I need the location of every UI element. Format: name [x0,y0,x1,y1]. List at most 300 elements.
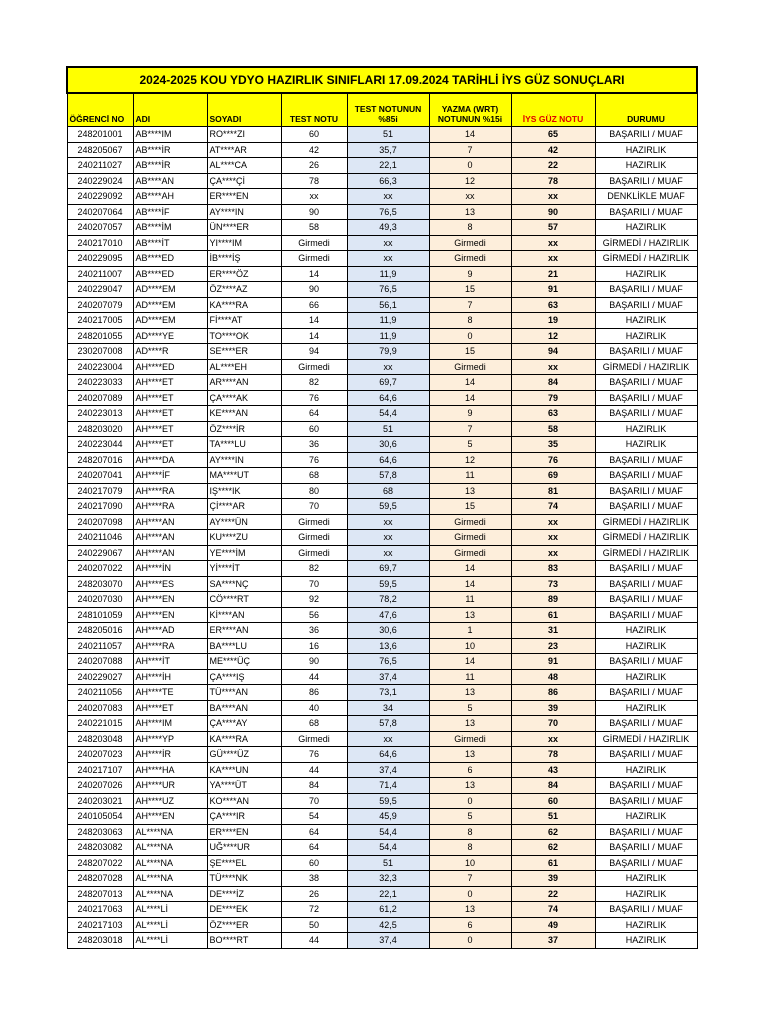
test-85pct-cell: 69,7 [347,375,429,391]
test-score-cell: 90 [281,282,347,298]
last-name-cell: DE****EK [207,902,281,918]
iys-score-cell: 21 [511,266,595,282]
last-name-cell: ÜN****ER [207,220,281,236]
student-no-cell: 240207079 [67,297,133,313]
first-name-cell: AB****AN [133,173,207,189]
test-85pct-cell: 64,6 [347,747,429,763]
test-score-cell: 60 [281,421,347,437]
last-name-cell: YA****ÜT [207,778,281,794]
writing-15pct-cell: 14 [429,390,511,406]
status-cell: BAŞARILI / MUAF [595,499,697,515]
table-row [67,390,697,406]
table-row [67,127,697,143]
status-cell: BAŞARILI / MUAF [595,685,697,701]
student-no-cell: 240207088 [67,654,133,670]
table-row [67,561,697,577]
student-no-cell: 240207030 [67,592,133,608]
first-name-cell: AH****YP [133,731,207,747]
test-score-cell: Girmedi [281,235,347,251]
test-score-cell: 64 [281,406,347,422]
test-score-cell: 82 [281,561,347,577]
table-row [67,917,697,933]
table-row [67,421,697,437]
student-no-cell: 240207089 [67,390,133,406]
status-cell: BAŞARILI / MUAF [595,576,697,592]
status-cell: BAŞARILI / MUAF [595,561,697,577]
table-row [67,235,697,251]
iys-score-cell: 76 [511,452,595,468]
test-85pct-cell: 78,2 [347,592,429,608]
last-name-cell: AL****CA [207,158,281,174]
first-name-cell: AH****ET [133,390,207,406]
test-85pct-cell: 22,1 [347,158,429,174]
last-name-cell: IŞ****IK [207,483,281,499]
header-row [67,93,697,127]
writing-15pct-cell: 7 [429,297,511,313]
writing-15pct-cell: 13 [429,747,511,763]
table-row [67,731,697,747]
writing-15pct-cell: 8 [429,220,511,236]
first-name-cell: AH****ES [133,576,207,592]
status-cell: HAZIRLIK [595,933,697,949]
test-85pct-cell: 76,5 [347,204,429,220]
last-name-cell: ER****EN [207,824,281,840]
test-score-cell: 60 [281,127,347,143]
iys-score-cell: 94 [511,344,595,360]
test-score-cell: 44 [281,762,347,778]
status-cell: DENKLİKLE MUAF [595,189,697,205]
test-85pct-cell: 73,1 [347,685,429,701]
first-name-cell: AL****Lİ [133,902,207,918]
writing-15pct-cell: 6 [429,917,511,933]
test-85pct-cell: 57,8 [347,468,429,484]
writing-15pct-cell: 11 [429,669,511,685]
test-85pct-cell: 51 [347,127,429,143]
first-name-cell: AL****Lİ [133,933,207,949]
table-row [67,700,697,716]
status-cell: BAŞARILI / MUAF [595,607,697,623]
first-name-cell: AH****UZ [133,793,207,809]
student-no-cell: 240229024 [67,173,133,189]
student-no-cell: 240229067 [67,545,133,561]
status-cell: BAŞARILI / MUAF [595,592,697,608]
header-status: DURUMU [595,93,697,127]
writing-15pct-cell: 8 [429,840,511,856]
test-85pct-cell: 76,5 [347,282,429,298]
test-85pct-cell: 54,4 [347,840,429,856]
table-row [67,266,697,282]
table-row [67,545,697,561]
writing-15pct-cell: 14 [429,576,511,592]
last-name-cell: ŞE****EL [207,855,281,871]
test-score-cell: 90 [281,204,347,220]
writing-15pct-cell: 13 [429,204,511,220]
first-name-cell: AH****RA [133,499,207,515]
first-name-cell: AH****ET [133,700,207,716]
test-score-cell: 90 [281,654,347,670]
writing-15pct-cell: 8 [429,824,511,840]
iys-score-cell: xx [511,235,595,251]
student-no-cell: 248207016 [67,452,133,468]
student-no-cell: 240207057 [67,220,133,236]
last-name-cell: AL****EH [207,359,281,375]
test-85pct-cell: 11,9 [347,313,429,329]
test-85pct-cell: 47,6 [347,607,429,623]
writing-15pct-cell: Girmedi [429,545,511,561]
last-name-cell: Yİ****İT [207,561,281,577]
last-name-cell: TÜ****AN [207,685,281,701]
last-name-cell: ÇA****AK [207,390,281,406]
first-name-cell: AD****R [133,344,207,360]
last-name-cell: ÇA****IŞ [207,669,281,685]
status-cell: HAZIRLIK [595,917,697,933]
iys-score-cell: 43 [511,762,595,778]
header-writing-15pct-line1: YAZMA (WRT) [441,104,499,114]
results-table [66,66,698,949]
student-no-cell: 240217010 [67,235,133,251]
iys-score-cell: 79 [511,390,595,406]
first-name-cell: AB****IM [133,127,207,143]
first-name-cell: AL****NA [133,824,207,840]
status-cell: BAŞARILI / MUAF [595,840,697,856]
first-name-cell: AH****İN [133,561,207,577]
writing-15pct-cell: 13 [429,778,511,794]
table-row [67,778,697,794]
iys-score-cell: 19 [511,313,595,329]
table-row [67,483,697,499]
test-score-cell: 26 [281,886,347,902]
test-85pct-cell: 64,6 [347,452,429,468]
first-name-cell: AH****AN [133,530,207,546]
student-no-cell: 240211027 [67,158,133,174]
last-name-cell: SE****ER [207,344,281,360]
first-name-cell: AD****EM [133,282,207,298]
test-85pct-cell: 32,3 [347,871,429,887]
iys-score-cell: 70 [511,716,595,732]
first-name-cell: AH****RA [133,638,207,654]
iys-score-cell: 62 [511,824,595,840]
test-85pct-cell: 54,4 [347,824,429,840]
test-85pct-cell: 11,9 [347,328,429,344]
iys-score-cell: 60 [511,793,595,809]
first-name-cell: AH****ET [133,375,207,391]
iys-score-cell: xx [511,545,595,561]
table-row [67,871,697,887]
table-row [67,762,697,778]
first-name-cell: AH****ET [133,406,207,422]
iys-score-cell: 91 [511,282,595,298]
student-no-cell: 248203070 [67,576,133,592]
writing-15pct-cell: 12 [429,173,511,189]
iys-score-cell: 62 [511,840,595,856]
test-score-cell: 44 [281,669,347,685]
header-test-85pct-line1: TEST NOTUNUN [354,104,422,114]
test-85pct-cell: 59,5 [347,576,429,592]
writing-15pct-cell: 7 [429,142,511,158]
first-name-cell: AB****İR [133,142,207,158]
iys-score-cell: xx [511,731,595,747]
last-name-cell: YI****IM [207,235,281,251]
writing-15pct-cell: xx [429,189,511,205]
last-name-cell: AY****IN [207,452,281,468]
test-85pct-cell: 13,6 [347,638,429,654]
test-85pct-cell: 76,5 [347,654,429,670]
iys-score-cell: 74 [511,902,595,918]
test-score-cell: 94 [281,344,347,360]
table-row [67,189,697,205]
test-score-cell: Girmedi [281,514,347,530]
writing-15pct-cell: 5 [429,809,511,825]
student-no-cell: 240223004 [67,359,133,375]
iys-score-cell: 89 [511,592,595,608]
table-row [67,855,697,871]
table-row [67,328,697,344]
iys-score-cell: 78 [511,747,595,763]
writing-15pct-cell: 1 [429,623,511,639]
test-85pct-cell: 37,4 [347,933,429,949]
writing-15pct-cell: 11 [429,592,511,608]
test-85pct-cell: 61,2 [347,902,429,918]
first-name-cell: AB****İT [133,235,207,251]
writing-15pct-cell: 0 [429,328,511,344]
last-name-cell: KU****ZU [207,530,281,546]
writing-15pct-cell: Girmedi [429,251,511,267]
header-test-score: TEST NOTU [281,93,347,127]
status-cell: GİRMEDİ / HAZIRLIK [595,545,697,561]
last-name-cell: AR****AN [207,375,281,391]
status-cell: HAZIRLIK [595,437,697,453]
test-score-cell: 84 [281,778,347,794]
iys-score-cell: 49 [511,917,595,933]
test-score-cell: 70 [281,576,347,592]
test-score-cell: 70 [281,793,347,809]
table-row [67,623,697,639]
student-no-cell: 240207083 [67,700,133,716]
status-cell: HAZIRLIK [595,142,697,158]
test-85pct-cell: 51 [347,421,429,437]
student-no-cell: 248207022 [67,855,133,871]
first-name-cell: AH****IM [133,716,207,732]
writing-15pct-cell: 13 [429,902,511,918]
iys-score-cell: 78 [511,173,595,189]
iys-score-cell: 63 [511,406,595,422]
last-name-cell: KA****UN [207,762,281,778]
status-cell: BAŞARILI / MUAF [595,173,697,189]
writing-15pct-cell: 9 [429,266,511,282]
test-85pct-cell: 59,5 [347,793,429,809]
test-score-cell: 40 [281,700,347,716]
writing-15pct-cell: 0 [429,933,511,949]
first-name-cell: AB****İR [133,158,207,174]
writing-15pct-cell: 13 [429,483,511,499]
first-name-cell: AB****İF [133,204,207,220]
test-85pct-cell: 34 [347,700,429,716]
writing-15pct-cell: 7 [429,421,511,437]
test-score-cell: Girmedi [281,359,347,375]
student-no-cell: 248201055 [67,328,133,344]
test-score-cell: xx [281,189,347,205]
writing-15pct-cell: 15 [429,344,511,360]
table-row [67,142,697,158]
student-no-cell: 240217090 [67,499,133,515]
table-row [67,359,697,375]
student-no-cell: 240207022 [67,561,133,577]
status-cell: BAŞARILI / MUAF [595,824,697,840]
writing-15pct-cell: 10 [429,638,511,654]
writing-15pct-cell: 14 [429,654,511,670]
student-no-cell: 240105054 [67,809,133,825]
table-row [67,468,697,484]
header-writing-15pct [429,93,511,127]
status-cell: BAŞARILI / MUAF [595,793,697,809]
status-cell: HAZIRLIK [595,623,697,639]
test-85pct-cell: 56,1 [347,297,429,313]
iys-score-cell: 90 [511,204,595,220]
header-iys-score: İYS GÜZ NOTU [511,93,595,127]
writing-15pct-cell: 14 [429,561,511,577]
iys-score-cell: 35 [511,437,595,453]
student-no-cell: 240217079 [67,483,133,499]
last-name-cell: ME****ÜÇ [207,654,281,670]
status-cell: GİRMEDİ / HAZIRLIK [595,251,697,267]
last-name-cell: BA****LU [207,638,281,654]
status-cell: HAZIRLIK [595,871,697,887]
table-row [67,452,697,468]
writing-15pct-cell: Girmedi [429,530,511,546]
test-score-cell: 78 [281,173,347,189]
test-score-cell: 70 [281,499,347,515]
test-score-cell: 14 [281,328,347,344]
test-score-cell: 50 [281,917,347,933]
first-name-cell: AH****UR [133,778,207,794]
status-cell: GİRMEDİ / HAZIRLIK [595,235,697,251]
last-name-cell: ER****AN [207,623,281,639]
status-cell: HAZIRLIK [595,421,697,437]
test-score-cell: Girmedi [281,251,347,267]
student-no-cell: 240207064 [67,204,133,220]
test-score-cell: 26 [281,158,347,174]
student-no-cell: 240217103 [67,917,133,933]
test-85pct-cell: 35,7 [347,142,429,158]
test-score-cell: 60 [281,855,347,871]
status-cell: BAŞARILI / MUAF [595,778,697,794]
test-85pct-cell: 57,8 [347,716,429,732]
student-no-cell: 248203048 [67,731,133,747]
student-no-cell: 240211007 [67,266,133,282]
status-cell: BAŞARILI / MUAF [595,483,697,499]
iys-score-cell: 63 [511,297,595,313]
student-no-cell: 248205067 [67,142,133,158]
last-name-cell: KO****AN [207,793,281,809]
last-name-cell: ÇA****Çİ [207,173,281,189]
status-cell: HAZIRLIK [595,762,697,778]
table-row [67,638,697,654]
student-no-cell: 240229027 [67,669,133,685]
first-name-cell: AH****HA [133,762,207,778]
test-score-cell: 82 [281,375,347,391]
last-name-cell: AY****ÜN [207,514,281,530]
writing-15pct-cell: 14 [429,127,511,143]
test-score-cell: Girmedi [281,530,347,546]
student-no-cell: 240223013 [67,406,133,422]
first-name-cell: AH****AD [133,623,207,639]
iys-score-cell: 69 [511,468,595,484]
status-cell: GİRMEDİ / HAZIRLIK [595,731,697,747]
test-85pct-cell: 49,3 [347,220,429,236]
writing-15pct-cell: Girmedi [429,235,511,251]
table-row [67,499,697,515]
writing-15pct-cell: 15 [429,282,511,298]
student-no-cell: 240229092 [67,189,133,205]
student-no-cell: 230207008 [67,344,133,360]
student-no-cell: 248205016 [67,623,133,639]
table-row [67,251,697,267]
table-row [67,437,697,453]
test-85pct-cell: 37,4 [347,669,429,685]
test-score-cell: 16 [281,638,347,654]
status-cell: BAŞARILI / MUAF [595,716,697,732]
last-name-cell: TO****OK [207,328,281,344]
first-name-cell: AH****İT [133,654,207,670]
status-cell: BAŞARILI / MUAF [595,747,697,763]
test-85pct-cell: 68 [347,483,429,499]
first-name-cell: AH****İH [133,669,207,685]
writing-15pct-cell: 0 [429,886,511,902]
last-name-cell: AT****AR [207,142,281,158]
first-name-cell: AD****YE [133,328,207,344]
last-name-cell: ÖZ****ER [207,917,281,933]
table-row [67,514,697,530]
writing-15pct-cell: Girmedi [429,359,511,375]
writing-15pct-cell: 10 [429,855,511,871]
status-cell: HAZIRLIK [595,266,697,282]
test-85pct-cell: 64,6 [347,390,429,406]
last-name-cell: KA****RA [207,297,281,313]
sheet-title: 2024-2025 KOU YDYO HAZIRLIK SINIFLARI 17.09.2024 TARİHLİ İYS GÜZ SONUÇLARI [67,67,697,93]
test-score-cell: 68 [281,716,347,732]
writing-15pct-cell: 9 [429,406,511,422]
student-no-cell: 240223044 [67,437,133,453]
status-cell: HAZIRLIK [595,220,697,236]
test-score-cell: Girmedi [281,545,347,561]
writing-15pct-cell: 6 [429,762,511,778]
status-cell: HAZIRLIK [595,328,697,344]
status-cell: BAŞARILI / MUAF [595,375,697,391]
table-row [67,220,697,236]
test-score-cell: 14 [281,266,347,282]
writing-15pct-cell: 12 [429,452,511,468]
student-no-cell: 240217107 [67,762,133,778]
iys-score-cell: xx [511,530,595,546]
test-85pct-cell: 54,4 [347,406,429,422]
header-writing-15pct-line2: NOTUNUN %15i [437,114,503,124]
test-score-cell: 44 [281,933,347,949]
iys-score-cell: 61 [511,607,595,623]
first-name-cell: AH****AN [133,545,207,561]
status-cell: GİRMEDİ / HAZIRLIK [595,359,697,375]
last-name-cell: KE****AN [207,406,281,422]
test-85pct-cell: 51 [347,855,429,871]
status-cell: HAZIRLIK [595,886,697,902]
status-cell: BAŞARILI / MUAF [595,406,697,422]
test-score-cell: 66 [281,297,347,313]
test-score-cell: 56 [281,607,347,623]
student-no-cell: 240229047 [67,282,133,298]
table-row [67,809,697,825]
iys-score-cell: 22 [511,886,595,902]
last-name-cell: SA****NÇ [207,576,281,592]
table-row [67,406,697,422]
